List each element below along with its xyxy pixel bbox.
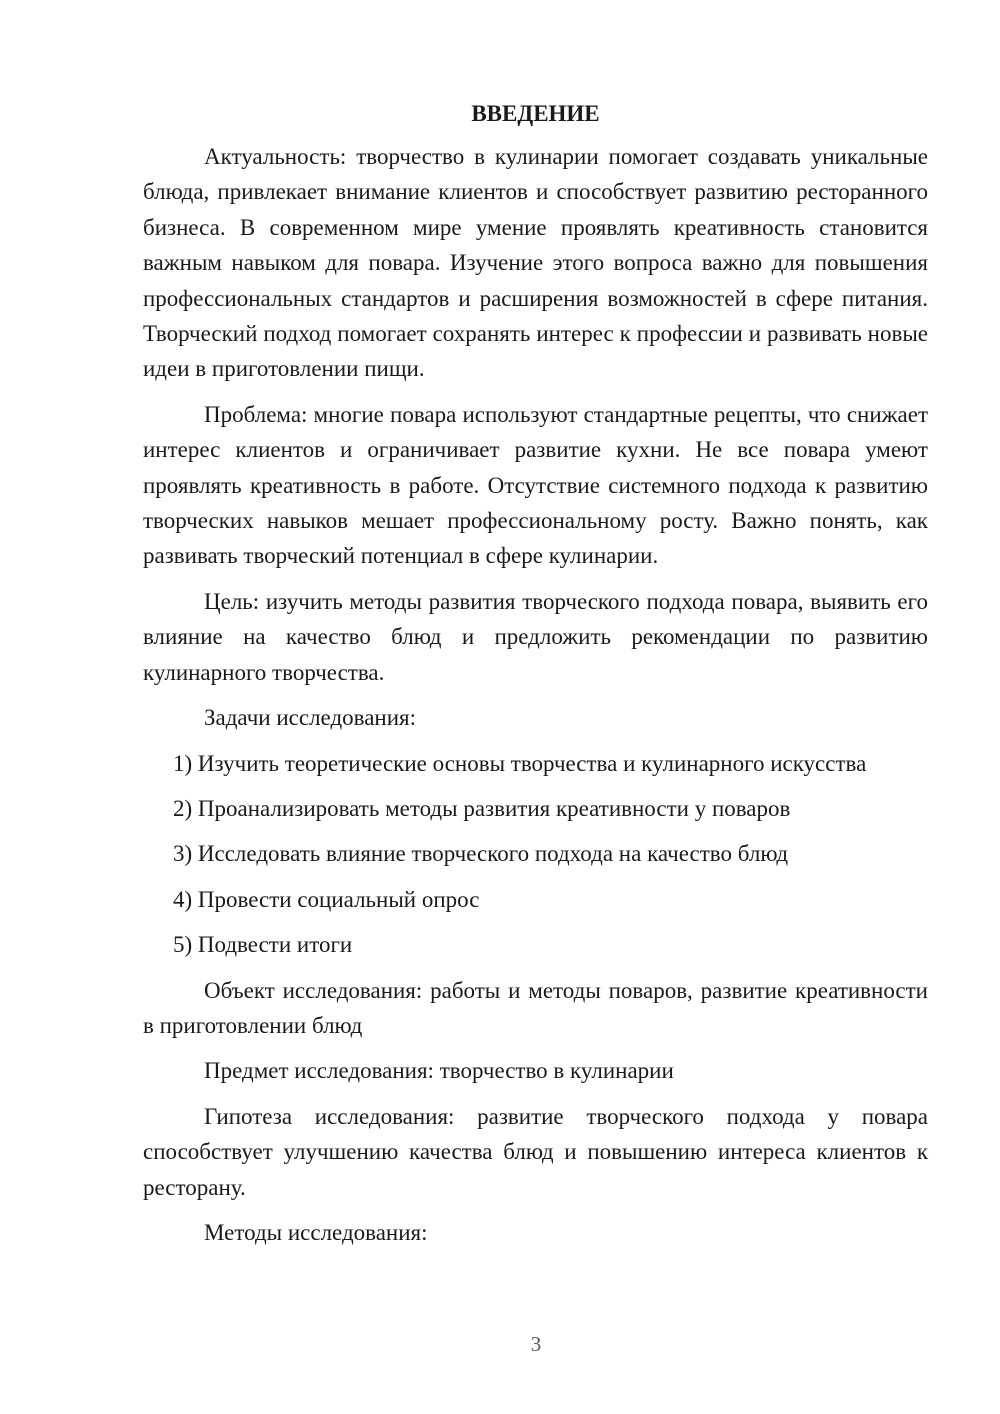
paragraph-goal: Цель: изучить методы развития творческого подхода повара, выявить его влияние на качество блюд и предложить рекомендации по развитию кулинарного творчества. <box>143 588 928 685</box>
task-item-1: 1) Изучить теоретические основы творчества и кулинарного искусства <box>173 750 867 776</box>
tasks-heading: Задачи исследования: <box>204 705 417 731</box>
paragraph-relevance: Актуальность: творчество в кулинарии помогает создавать уникальные блюда, привлекает внимание клиентов и способствует развитию ресторанного бизнеса. В современном мире умение проявлять креативность становится важным навыком для повара. Изучение этого вопроса важно для повышения профессиональных стандартов и расширения возможностей в сфере питания. Творческий подход помогает сохранять интерес к профессии и развивать новые идеи в приготовлении пищи. <box>143 144 928 382</box>
paragraph-problem: Проблема: многие повара используют стандартные рецепты, что снижает интерес клиентов и ограничивает развитие кухни. Не все повара умеют проявлять креативность в работе. Отсутствие системного подхода к развитию творческих навыков мешает профессиональному росту. Важно понять, как развивать творческий потенциал в сфере кулинарии. <box>143 401 928 569</box>
tasks-list <box>143 746 928 963</box>
paragraph-object: Объект исследования: работы и методы поваров, развитие креативности в приготовлении блюд <box>143 977 928 1038</box>
task-item-5: 5) Подвести итоги <box>173 932 353 958</box>
methods-heading: Методы исследования: <box>204 1219 428 1245</box>
page-title: ВВЕДЕНИЕ <box>471 101 600 126</box>
paragraph-hypothesis: Гипотеза исследования: развитие творческого подхода у повара способствует улучшению качества блюд и повышению интереса клиентов к ресторану. <box>143 1103 928 1200</box>
task-item-4: 4) Провести социальный опрос <box>173 886 480 912</box>
paragraph-subject: Предмет исследования: творчество в кулинарии <box>204 1058 674 1084</box>
task-item-2: 2) Проанализировать методы развития креативности у поваров <box>173 795 791 821</box>
task-item-3: 3) Исследовать влияние творческого подхода на качество блюд <box>173 841 789 867</box>
page-number: 3 <box>530 1332 542 1356</box>
page-content <box>143 96 928 1260</box>
